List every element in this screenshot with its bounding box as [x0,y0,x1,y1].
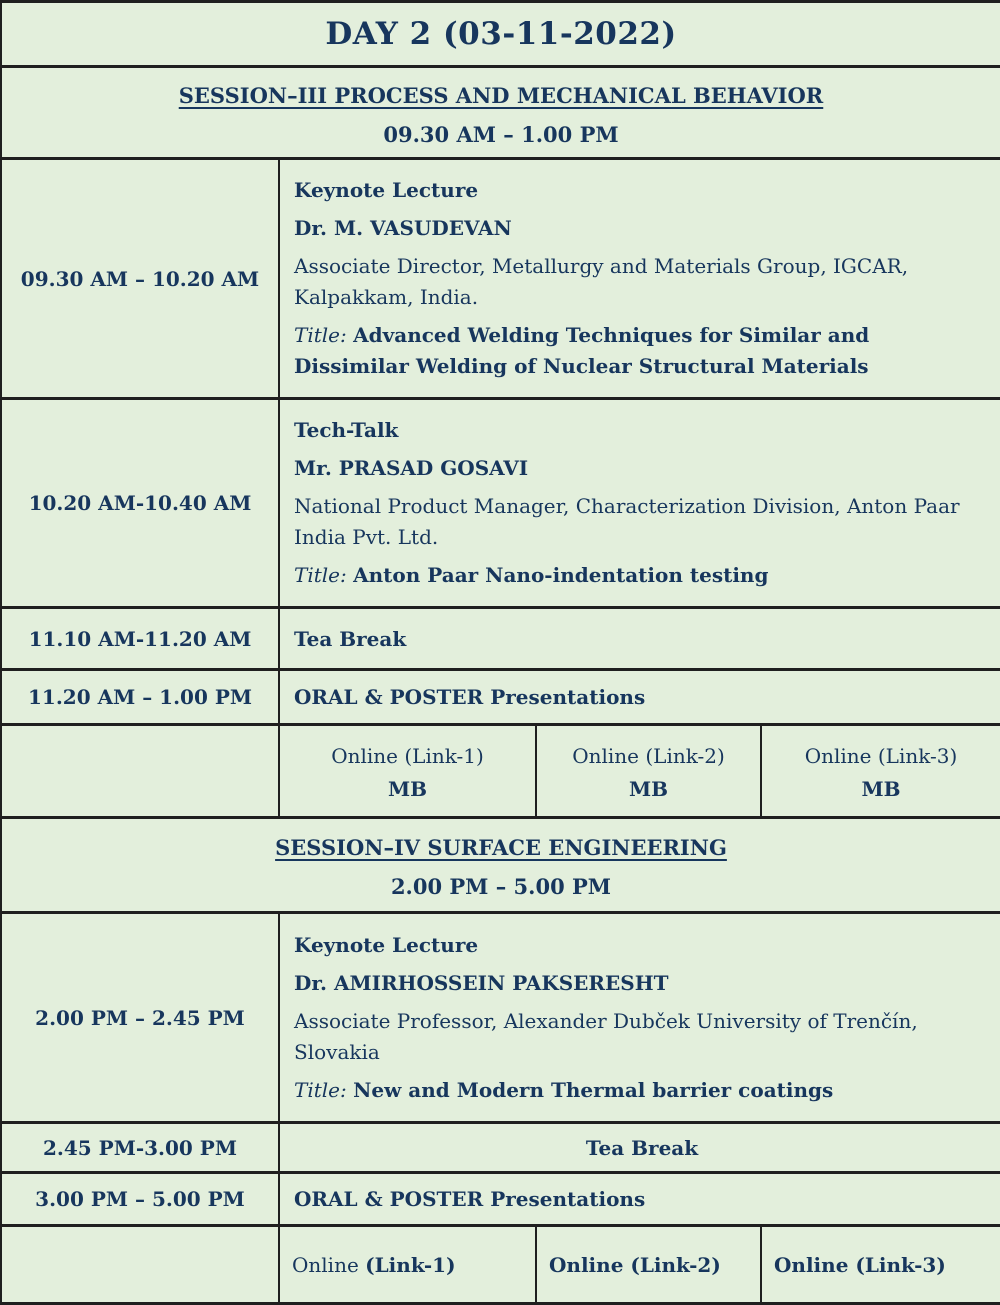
title-label: Title: [294,563,347,587]
speaker-affiliation: National Product Manager, Characterization Division, Anton Paar India Pvt. Ltd. [294,494,960,549]
talk-title-line [294,560,986,591]
empty-cell [1,725,279,818]
day-header: DAY 2 (03-11-2022) [1,2,1000,67]
session4-time: 2.00 PM – 5.00 PM [390,874,612,899]
session3-oralposter-label: ORAL & POSTER Presentations [279,670,1000,725]
session3-online-link-1[interactable] [279,725,536,818]
speaker-affiliation: Associate Professor, Alexander Dubček University of Trenčín, Slovakia [294,1008,918,1064]
online-link-label[interactable]: (Link-1) [365,1252,456,1277]
session3-teabreak-time: 11.10 AM-11.20 AM [1,608,279,670]
session4-title: SESSION–IV SURFACE ENGINEERING [275,835,727,860]
session4-keynote-time: 2.00 PM – 2.45 PM [1,913,279,1123]
session3-techtalk-time: 10.20 AM-10.40 AM [1,399,279,608]
link-chair: MB [861,777,901,801]
session4-teabreak-label: Tea Break [279,1123,1000,1173]
session3-keynote-time: 09.30 AM – 10.20 AM [1,159,279,399]
session3-online-link-2[interactable] [536,725,761,818]
session3-teabreak-label: Tea Break [279,608,1000,670]
talk-title: Anton Paar Nano-indentation testing [353,563,769,587]
session4-header-cell [1,818,1000,913]
online-link-label[interactable]: Online (Link-2) [572,744,725,768]
session4-online-link-3[interactable] [761,1226,1000,1304]
session3-keynote-details [279,159,1000,399]
session4-oralposter-label: ORAL & POSTER Presentations [279,1173,1000,1226]
session3-header-cell [1,67,1000,159]
link-chair: MB [628,777,669,801]
talk-title-line [294,1075,986,1106]
speaker-name: Mr. PRASAD GOSAVI [294,456,529,480]
talk-title: New and Modern Thermal barrier coatings [353,1077,834,1102]
empty-cell [1,1226,279,1304]
session3-title: SESSION–III PROCESS AND MECHANICAL BEHAVIOR [178,82,824,108]
online-link-label[interactable]: Online (Link-3) [774,1252,946,1277]
session3-techtalk-details [279,399,1000,608]
session4-teabreak-time: 2.45 PM-3.00 PM [1,1123,279,1173]
session4-online-link-2[interactable] [536,1226,761,1304]
talk-type: Keynote Lecture [294,932,479,957]
talk-title: Advanced Welding Techniques for Similar and Dissimilar Welding of Nuclear Structural Materials [294,323,870,378]
speaker-affiliation: Associate Director, Metallurgy and Materials Group, IGCAR, Kalpakkam, India. [294,254,909,309]
session3-time: 09.30 AM – 1.00 PM [383,121,619,147]
online-link-prefix: Online [292,1252,366,1277]
link-chair: MB [387,777,428,801]
online-link-label[interactable]: Online (Link-1) [331,744,484,768]
title-label: Title: [294,1077,347,1102]
speaker-name: Dr. AMIRHOSSEIN PAKSERESHT [294,970,669,995]
title-label: Title: [294,323,347,347]
talk-title-line [294,320,986,382]
session4-online-link-1[interactable] [279,1226,536,1304]
session4-oralposter-time: 3.00 PM – 5.00 PM [1,1173,279,1226]
session3-online-link-3[interactable] [761,725,1000,818]
session4-keynote-details [279,913,1000,1123]
online-link-label[interactable]: Online (Link-2) [549,1252,721,1277]
online-link-label[interactable]: Online (Link-3) [804,744,958,768]
session3-oralposter-time: 11.20 AM – 1.00 PM [1,670,279,725]
talk-type: Tech-Talk [294,418,399,442]
speaker-name: Dr. M. VASUDEVAN [294,216,512,240]
talk-type: Keynote Lecture [294,178,479,202]
